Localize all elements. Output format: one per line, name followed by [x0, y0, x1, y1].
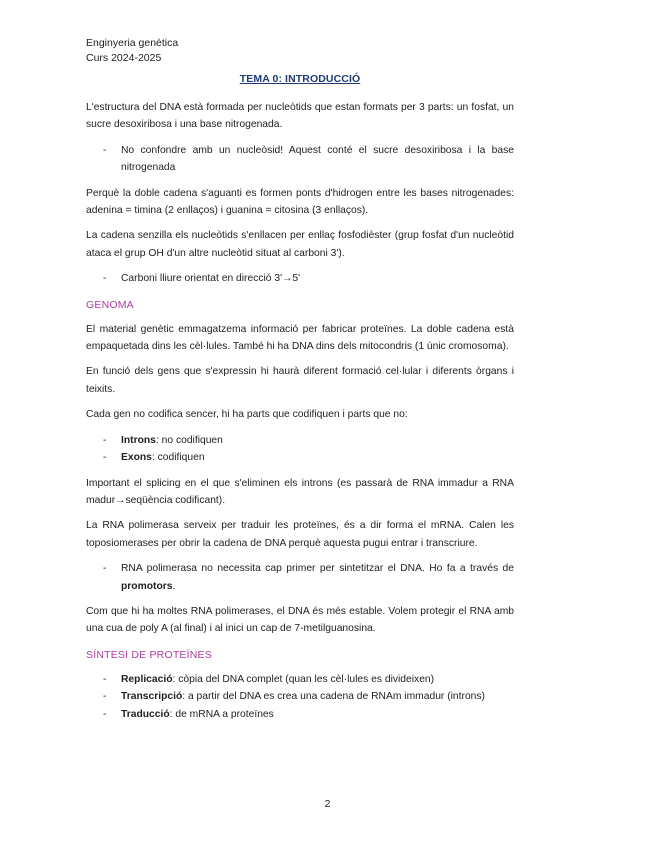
list-item — [86, 706, 514, 723]
course-subject: Enginyeria genètica — [86, 37, 179, 49]
section-heading-genoma: GENOMA — [86, 298, 134, 311]
list-item — [86, 449, 514, 466]
list-item — [86, 432, 514, 449]
paragraph-phosphodiester: La cadena senzilla els nucleòtids s'enllacen per enllaç fosfodièster (grup fosfat d'un nucleòtid ataca el grup OH d'un altre nucleòtid situat al carboni 3'). — [86, 230, 514, 259]
term-replicacio: Replicació — [121, 673, 173, 685]
bullet-list — [86, 560, 514, 595]
page-number: 2 — [324, 798, 331, 810]
bullet-list — [86, 671, 514, 723]
term-introns-desc: : no codifiquen — [155, 434, 223, 446]
term-exons-desc: : codifiquen — [151, 452, 205, 464]
paragraph-genetic-material: El material genètic emmagatzema informació per fabricar proteïnes. La doble cadena està empaquetada dins les cèl·lules. També hi ha DNA dins dels mitocondris (1 únic cromosoma). — [86, 323, 514, 353]
list-item: - Carboni lliure orientat en direcció 3'→5' — [86, 270, 514, 287]
paragraph-coding-parts: Cada gen no codifica sencer, hi ha parts que codifiquen i parts que no: — [86, 409, 408, 421]
term-traduccio-desc: : de mRNA a proteïnes — [169, 708, 274, 720]
paragraph-gene-expression: En funció dels gens que s'expressin hi haurà diferent formació cel·lular i diferents òrgans i teixits. — [86, 366, 514, 395]
paragraph-rna-polymerase: La RNA polimerasa serveix per traduir les proteïnes, és a dir forma el mRNA. Calen les toposiomerases per obrir la cadena de DNA perquè aquesta pugui entrar i transcriure. — [86, 520, 514, 549]
page-title: TEMA 0: INTRODUCCIÓ — [239, 73, 361, 85]
term-promotors: promotors — [121, 580, 173, 592]
term-transcripcio: Transcripció — [121, 691, 183, 703]
paragraph-dna-structure: L'estructura del DNA està formada per nucleòtids que estan formats per 3 parts: un fosfat, un sucre desoxiribosa i una base nitrogenada. — [86, 102, 514, 131]
page-content — [86, 36, 514, 723]
term-introns: Introns — [121, 434, 156, 446]
list-item: - No confondre amb un nucleòsid! Aquest conté el sucre desoxiribosa i la base nitrogenada — [86, 142, 514, 177]
paragraph-hydrogen-bonds: Perquè la doble cadena s'aguanti es formen ponts d'hidrogen entre les bases nitrogenades: adenina = timina (2 enllaços) i guanina = citosina (3 enllaços). — [86, 187, 514, 217]
paragraph-rna-protection: Com que hi ha moltes RNA polimerases, el DNA és més estable. Volem protegir el RNA amb una cua de poly A (al final) i al inici un cap de 7-metilguanosina. — [86, 605, 514, 635]
promotors-text: RNA polimerasa no necessita cap primer per sintetitzar el DNA. Ho fa a través de — [121, 563, 514, 575]
term-exons: Exons — [121, 452, 152, 464]
term-replicacio-desc: : còpia del DNA complet (quan les cèl·lules es divideixen) — [172, 673, 435, 685]
section-heading-sintesi: SÍNTESI DE PROTEÏNES — [86, 648, 212, 661]
list-item — [86, 688, 514, 705]
bullet-list — [86, 270, 514, 287]
course-year: Curs 2024-2025 — [86, 52, 162, 64]
paragraph-splicing: Important el splicing en el que s'eliminen els introns (es passarà de RNA immadur a RNA madur→seqüència codificant). — [86, 477, 514, 506]
bullet-list — [86, 432, 514, 467]
term-traduccio: Traducció — [121, 708, 170, 720]
bullet-list — [86, 142, 514, 177]
list-item — [86, 671, 514, 688]
promotors-end: . — [172, 580, 176, 592]
list-item — [86, 560, 514, 595]
term-transcripcio-desc: : a partir del DNA es crea una cadena de RNAm immadur (introns) — [182, 691, 485, 703]
